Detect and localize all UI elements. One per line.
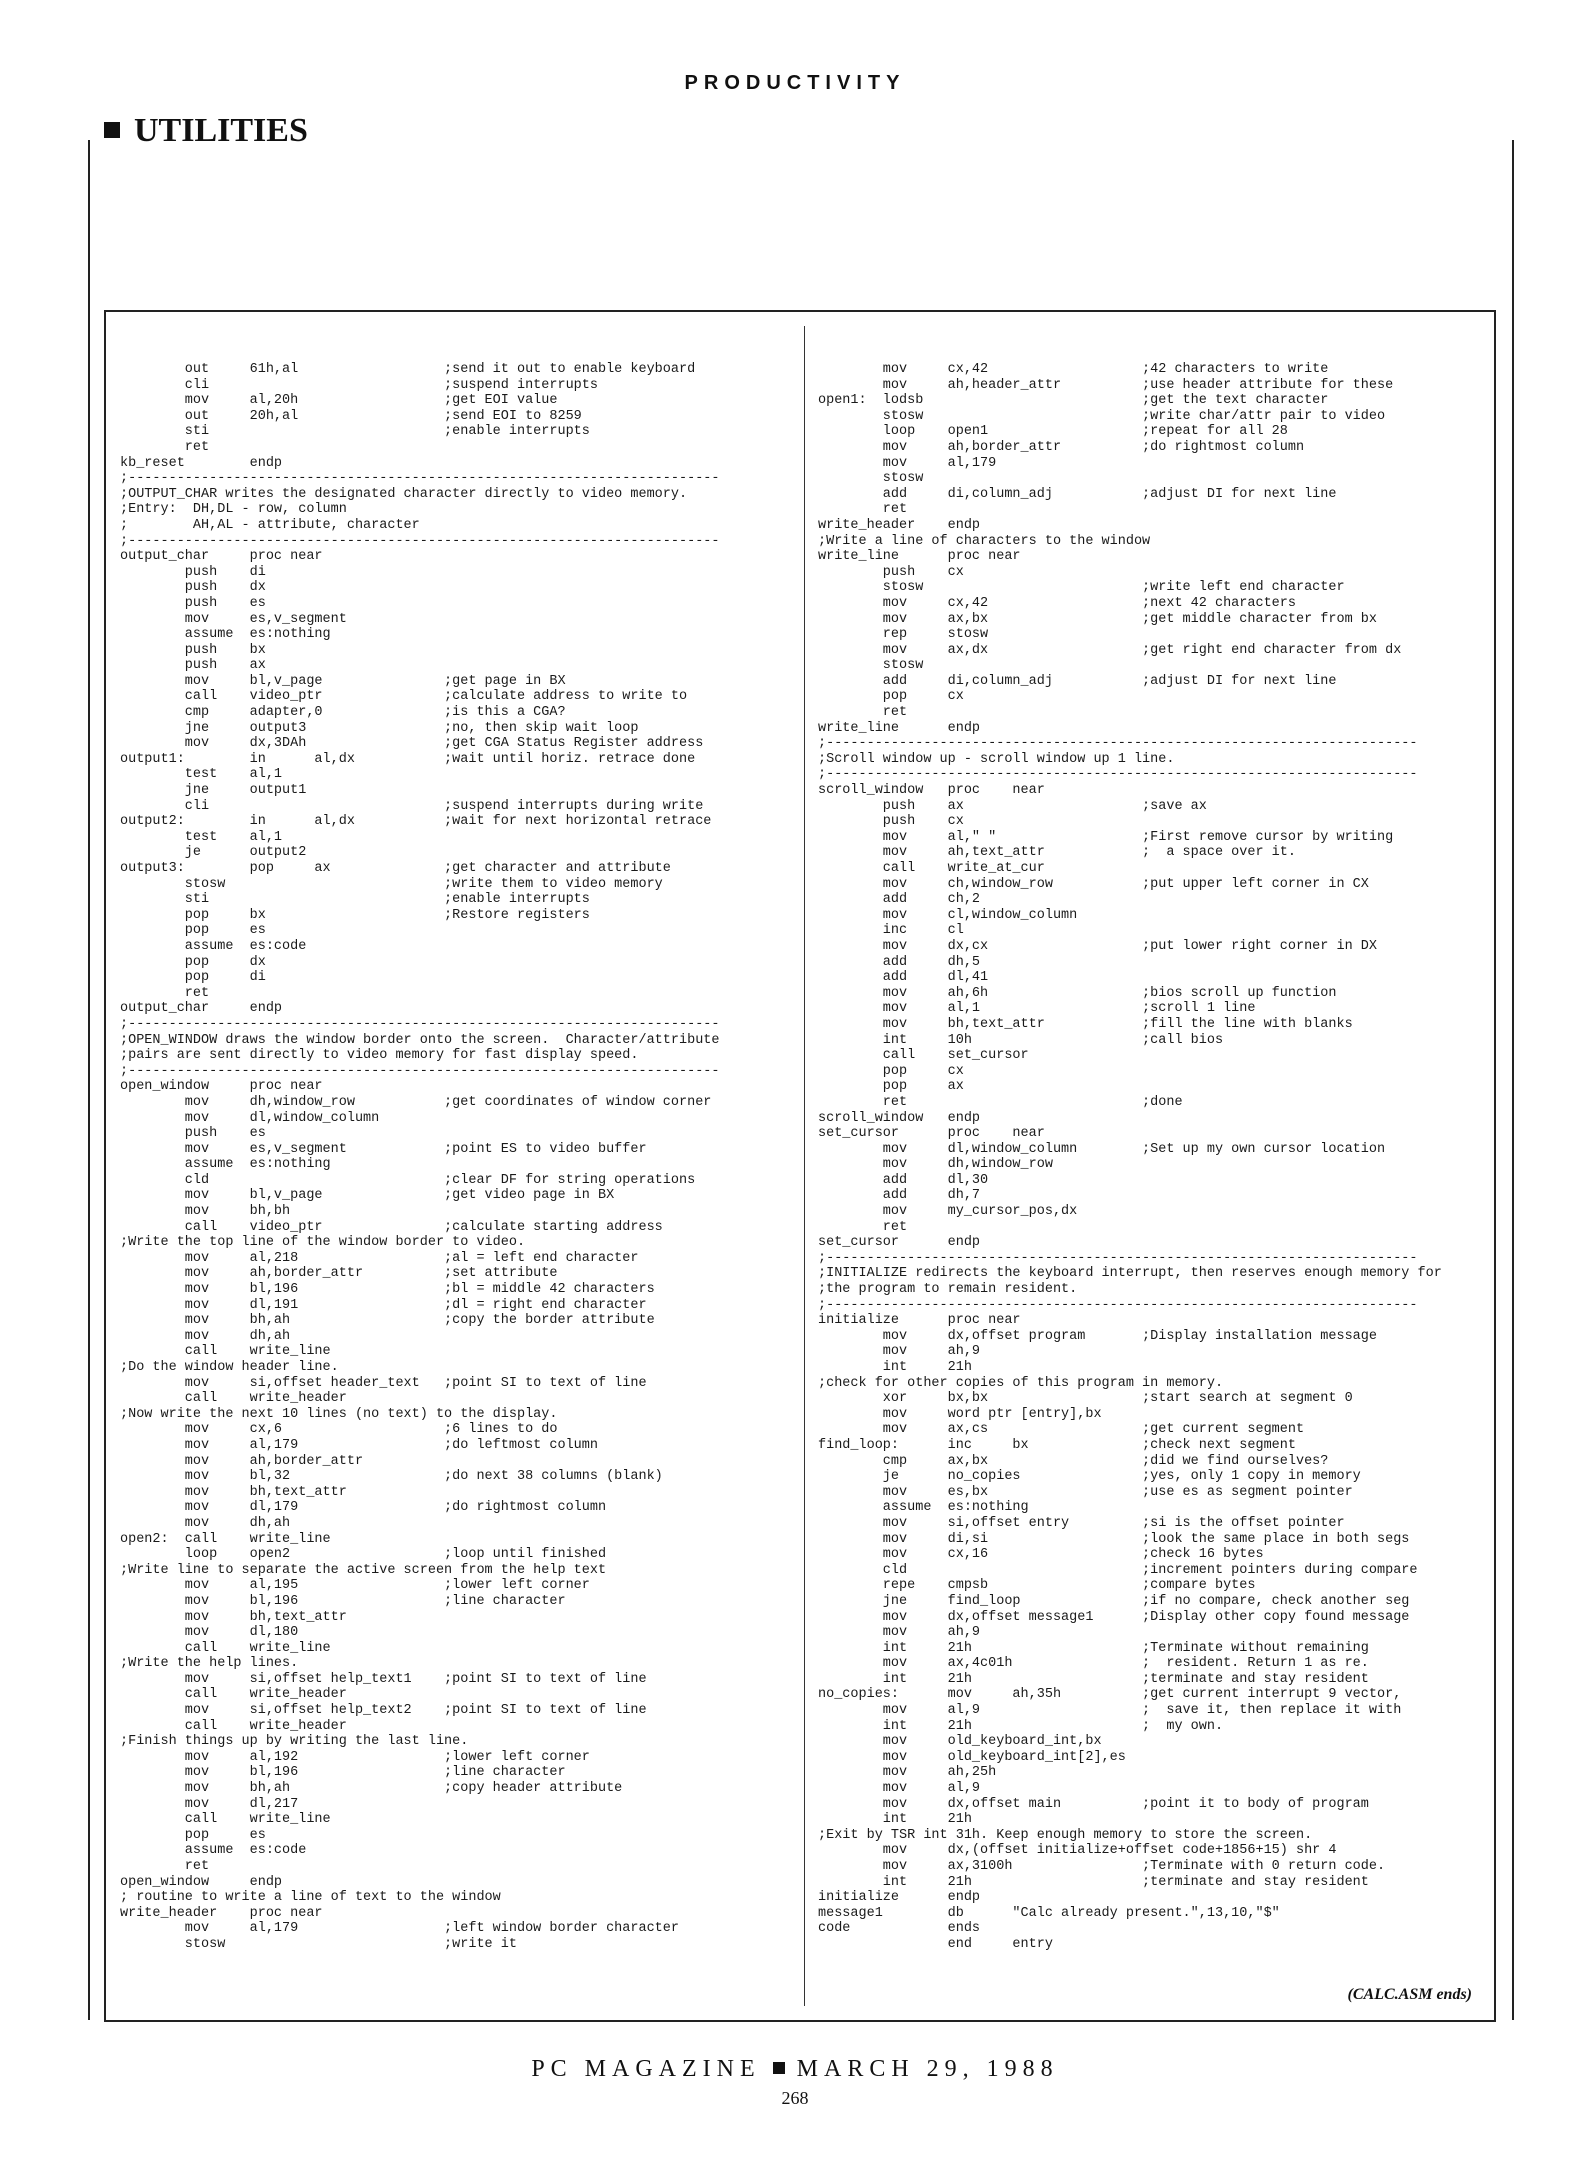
code-line: mov cx,6 ;6 lines to do [120,1422,558,1438]
code-line: pop dx [120,954,266,970]
code-line: int 21h [818,1812,972,1828]
code-line: je output2 [120,845,307,861]
code-line: mov bl,196 ;bl = middle 42 characters [120,1282,655,1298]
code-line: output_char proc near [120,549,323,565]
code-line: pop es [120,923,266,939]
code-line: kb_reset endp [120,455,283,471]
code-line: push ax [120,658,266,674]
code-line: je no_copies ;yes, only 1 copy in memory [818,1469,1361,1485]
code-line: ;INITIALIZE redirects the keyboard interrupt, then reserves enough memory for [818,1266,1442,1282]
code-line: call set_cursor [818,1048,1029,1064]
issue-date: MARCH 29, 1988 [796,2056,1059,2082]
footer-square-icon [773,2062,785,2074]
code-line: mov dx,3DAh ;get CGA Status Register address [120,736,704,752]
code-line: int 21h ;terminate and stay resident [818,1671,1369,1687]
code-line: open_window endp [120,1874,283,1890]
code-line: mov ax,dx ;get right end character from dx [818,642,1402,658]
code-line: mov dl,180 [120,1625,299,1641]
code-line: write_line proc near [818,549,1021,565]
code-line: assume es:code [120,938,307,954]
code-line: mov ax,4c01h ; resident. Return 1 as re. [818,1656,1369,1672]
listing-end-note: (CALC.ASM ends) [1347,1986,1472,2003]
code-line: mov word ptr [entry],bx [818,1406,1102,1422]
code-line: ;check for other copies of this program in memory. [818,1375,1224,1391]
code-line: call write_line [120,1640,331,1656]
code-line: loop open2 ;loop until finished [120,1547,607,1563]
code-line: push ax ;save ax [818,798,1207,814]
code-line: ;Write a line of characters to the window [818,533,1151,549]
code-line: call video_ptr ;calculate address to write to [120,689,688,705]
code-line: pop es [120,1827,266,1843]
code-line: mov bh,text_attr [120,1609,347,1625]
code-line: call write_line [120,1812,331,1828]
code-line: cmp adapter,0 ;is this a CGA? [120,705,566,721]
code-line: output2: in al,dx ;wait for next horizontal retrace [120,814,712,830]
code-line: open2: call write_line [120,1531,331,1547]
code-line: assume es:nothing [818,1500,1029,1516]
code-line: int 21h ; my own. [818,1718,1224,1734]
code-line: jne output1 [120,783,307,799]
code-line: mov bh,ah ;copy header attribute [120,1781,623,1797]
code-line: mov bl,v_page ;get video page in BX [120,1188,615,1204]
code-line: end entry [818,1936,1053,1952]
code-line: ret [120,985,210,1001]
code-line: mov al,20h ;get EOI value [120,393,558,409]
code-line: ret [818,705,908,721]
code-line: out 20h,al ;send EOI to 8259 [120,408,582,424]
code-line: mov al,9 ; save it, then replace it with [818,1703,1402,1719]
section-header: PRODUCTIVITY [684,72,906,94]
code-line: add di,column_adj ;adjust DI for next line [818,673,1337,689]
column-divider [804,326,805,2006]
code-line: mov dx,offset message1 ;Display other copy found message [818,1609,1410,1625]
code-line: mov dx,(offset initialize+offset code+1856+15) shr 4 [818,1843,1337,1859]
code-column-right [818,362,1488,1953]
code-line: ;OPEN_WINDOW draws the window border onto the screen. Character/attribute [120,1032,720,1048]
code-line: ;------------------------------------------------------------------------- [818,736,1418,752]
code-line: mov ax,bx ;get middle character from bx [818,611,1377,627]
code-line: no_copies: mov ah,35h ;get current interrupt 9 vector, [818,1687,1402,1703]
code-line: add dh,7 [818,1188,981,1204]
code-line: mov dl,191 ;dl = right end character [120,1297,647,1313]
code-line: cld ;clear DF for string operations [120,1172,696,1188]
code-line: mov al,179 [818,455,997,471]
code-line: ;Entry: DH,DL - row, column [120,502,347,518]
code-line: output3: pop ax ;get character and attribute [120,861,671,876]
code-line: call write_header [120,1391,347,1407]
code-line: cld ;increment pointers during compare [818,1562,1418,1578]
code-line: stosw ;write char/attr pair to video [818,408,1386,424]
code-line: mov dh,window_row [818,1157,1053,1173]
code-line: ;Do the window header line. [120,1360,339,1375]
code-line: write_line endp [818,720,981,736]
code-line: cmp ax,bx ;did we find ourselves? [818,1453,1329,1469]
magazine-name: PC MAGAZINE [531,2056,761,2082]
code-line: mov dl,217 [120,1796,299,1812]
code-line: mov old_keyboard_int[2],es [818,1749,1126,1765]
code-line: ; routine to write a line of text to the window [120,1890,501,1906]
code-line: ret [818,502,908,518]
code-line: write_header proc near [120,1905,323,1921]
code-line: mov ah,9 [818,1344,981,1360]
code-line: ret [120,439,210,455]
code-line: assume es:nothing [120,1157,331,1173]
code-column-left [120,362,790,1953]
code-line: ret [818,1219,908,1235]
code-line: call write_at_cur [818,861,1045,876]
code-line: mov dx,offset main ;point it to body of program [818,1796,1369,1812]
code-line: write_header endp [818,517,981,533]
code-line: ;pairs are sent directly to video memory for fast display speed. [120,1048,639,1064]
code-line: assume es:code [120,1843,307,1859]
code-line: int 21h ;terminate and stay resident [818,1874,1369,1890]
code-line: mov bh,text_attr [120,1484,347,1500]
code-line: set_cursor proc near [818,1126,1045,1142]
code-line: assume es:nothing [120,627,331,643]
code-line: mov si,offset help_text1 ;point SI to text of line [120,1671,647,1687]
code-line: ;------------------------------------------------------------------------- [818,767,1418,783]
code-line: push cx [818,814,964,830]
code-line: push dx [120,580,266,596]
code-line: xor bx,bx ;start search at segment 0 [818,1391,1353,1407]
code-line: mov es,v_segment [120,611,347,627]
code-line: ;the program to remain resident. [818,1282,1078,1298]
code-line: mov ah,border_attr ;set attribute [120,1266,558,1282]
code-line: mov bl,32 ;do next 38 columns (blank) [120,1469,663,1485]
code-line: mov ah,9 [818,1625,981,1641]
code-line: stosw ;write it [120,1936,517,1952]
code-line: add dl,41 [818,970,989,986]
code-line: push bx [120,642,266,658]
code-line: mov si,offset entry ;si is the offset pointer [818,1515,1345,1531]
footer-line [0,2056,1590,2083]
code-line: cli ;suspend interrupts [120,377,598,393]
code-line: ;Now write the next 10 lines (no text) to the display. [120,1406,558,1422]
code-line: mov cx,42 ;next 42 characters [818,595,1296,611]
code-line: message1 db "Calc already present.",13,10,"$" [818,1905,1280,1921]
department-label: UTILITIES [134,112,308,149]
code-line: mov al,179 ;do leftmost column [120,1437,598,1453]
code-line: mov dl,window_column [120,1110,380,1126]
code-line: pop di [120,970,266,986]
code-line: pop ax [818,1079,964,1095]
code-line: mov al,218 ;al = left end character [120,1250,639,1266]
code-line: mov old_keyboard_int,bx [818,1734,1102,1750]
code-line: int 21h ;Terminate without remaining [818,1640,1369,1656]
code-line: ;------------------------------------------------------------------------- [120,471,720,487]
code-line: mov dx,offset program ;Display installation message [818,1328,1377,1344]
code-line: mov ah,header_attr ;use header attribute for these [818,377,1394,393]
code-line: mov al,1 ;scroll 1 line [818,1001,1256,1017]
code-line: mov dh,ah [120,1515,291,1531]
code-line: pop cx [818,689,964,705]
code-line: mov ah,border_attr [120,1453,364,1469]
code-line: sti ;enable interrupts [120,892,590,908]
code-line: ;------------------------------------------------------------------------- [818,1250,1418,1266]
code-line: ret ;done [818,1094,1183,1110]
code-line: mov cx,16 ;check 16 bytes [818,1547,1264,1563]
code-line: mov dh,ah [120,1328,291,1344]
code-line: mov es,v_segment ;point ES to video buffer [120,1141,647,1157]
code-line: ;------------------------------------------------------------------------- [120,1016,720,1032]
code-line: inc cl [818,923,964,939]
code-line: mov ah,text_attr ; a space over it. [818,845,1296,861]
code-line: rep stosw [818,627,989,643]
code-line: call write_header [120,1718,347,1734]
code-line: call write_line [120,1344,331,1360]
code-line: mov bl,196 ;line character [120,1765,566,1781]
code-line: mov al,9 [818,1781,981,1797]
code-line: mov dh,window_row ;get coordinates of window corner [120,1094,712,1110]
code-line: push di [120,564,266,580]
code-line: ;Scroll window up - scroll window up 1 line. [818,751,1175,767]
code-line: stosw ;write left end character [818,580,1345,596]
code-line: open_window proc near [120,1079,323,1095]
code-line: ;Finish things up by writing the last line. [120,1734,469,1750]
code-line: test al,1 [120,829,283,845]
code-line: stosw [818,471,924,487]
code-line: ;------------------------------------------------------------------------- [120,1063,720,1079]
code-line: mov cx,42 ;42 characters to write [818,362,1329,377]
code-line: ;------------------------------------------------------------------------- [120,533,720,549]
code-line: int 10h ;call bios [818,1032,1224,1048]
code-line: add ch,2 [818,892,981,908]
code-line: scroll_window endp [818,1110,981,1126]
code-line: output1: in al,dx ;wait until horiz. retrace done [120,751,696,767]
code-line: push es [120,1126,266,1142]
code-line: repe cmpsb ;compare bytes [818,1578,1256,1594]
code-line: scroll_window proc near [818,783,1045,799]
code-line: output_char endp [120,1001,283,1017]
code-line: mov dl,179 ;do rightmost column [120,1500,607,1516]
code-line: mov my_cursor_pos,dx [818,1204,1078,1220]
code-line: jne find_loop ;if no compare, check another seg [818,1593,1410,1609]
code-line: test al,1 [120,767,283,783]
code-line: add dl,30 [818,1172,989,1188]
code-line: mov si,offset help_text2 ;point SI to text of line [120,1703,647,1719]
code-line: initialize endp [818,1890,981,1906]
code-line: set_cursor endp [818,1235,981,1251]
code-line: find_loop: inc bx ;check next segment [818,1437,1296,1453]
bullet-square-icon [104,122,120,138]
page-number: 268 [781,2088,809,2108]
code-line: loop open1 ;repeat for all 28 [818,424,1288,440]
code-line: ;Write the help lines. [120,1656,299,1672]
code-line: ;------------------------------------------------------------------------- [818,1297,1418,1313]
code-line: sti ;enable interrupts [120,424,590,440]
code-line: ;Write the top line of the window border to video. [120,1235,526,1251]
code-line: pop bx ;Restore registers [120,907,590,923]
code-line: push es [120,595,266,611]
code-line: mov al,179 ;left window border character [120,1921,679,1937]
code-line: mov al,195 ;lower left corner [120,1578,590,1594]
code-line: int 21h [818,1360,972,1375]
code-line: mov bh,bh [120,1204,291,1220]
code-line: mov al," " ;First remove cursor by writing [818,829,1394,845]
code-line: mov di,si ;look the same place in both segs [818,1531,1410,1547]
code-line: stosw [818,658,924,674]
code-line: mov dx,cx ;put lower right corner in DX [818,938,1377,954]
code-line: add di,column_adj ;adjust DI for next line [818,486,1337,502]
code-line: add dh,5 [818,954,981,970]
code-listing-box [104,310,1496,2022]
code-line: mov ah,border_attr ;do rightmost column [818,439,1305,455]
code-line: mov dl,window_column ;Set up my own cursor location [818,1141,1386,1157]
code-line: mov bh,text_attr ;fill the line with blanks [818,1016,1353,1032]
code-line: mov es,bx ;use es as segment pointer [818,1484,1353,1500]
code-line: ;Write line to separate the active screen from the help text [120,1562,607,1578]
code-line: ret [120,1859,210,1874]
code-line: pop cx [818,1063,964,1079]
code-line: mov ax,3100h ;Terminate with 0 return code. [818,1859,1386,1874]
code-line: code ends [818,1921,981,1937]
code-line: ;Exit by TSR int 31h. Keep enough memory to store the screen. [818,1827,1313,1843]
code-line: mov ah,25h [818,1765,997,1781]
code-line: cli ;suspend interrupts during write [120,798,704,814]
code-line: mov ah,6h ;bios scroll up function [818,985,1337,1001]
code-line: stosw ;write them to video memory [120,876,663,892]
code-line: out 61h,al ;send it out to enable keyboard [120,362,696,377]
code-line: mov si,offset header_text ;point SI to text of line [120,1375,647,1391]
code-line: ;OUTPUT_CHAR writes the designated character directly to video memory. [120,486,688,502]
code-line: call video_ptr ;calculate starting address [120,1219,663,1235]
code-line: mov bl,196 ;line character [120,1593,566,1609]
code-line: mov bl,v_page ;get page in BX [120,673,566,689]
code-line: call write_header [120,1687,347,1703]
code-line: ; AH,AL - attribute, character [120,517,420,533]
code-line: initialize proc near [818,1313,1021,1329]
code-line: mov al,192 ;lower left corner [120,1749,590,1765]
code-line: mov ch,window_row ;put upper left corner in CX [818,876,1369,892]
code-line: open1: lodsb ;get the text character [818,393,1329,409]
code-line: mov bh,ah ;copy the border attribute [120,1313,655,1329]
code-line: mov cl,window_column [818,907,1078,923]
code-line: push cx [818,564,964,580]
code-line: jne output3 ;no, then skip wait loop [120,720,639,736]
code-line: mov ax,cs ;get current segment [818,1422,1305,1438]
